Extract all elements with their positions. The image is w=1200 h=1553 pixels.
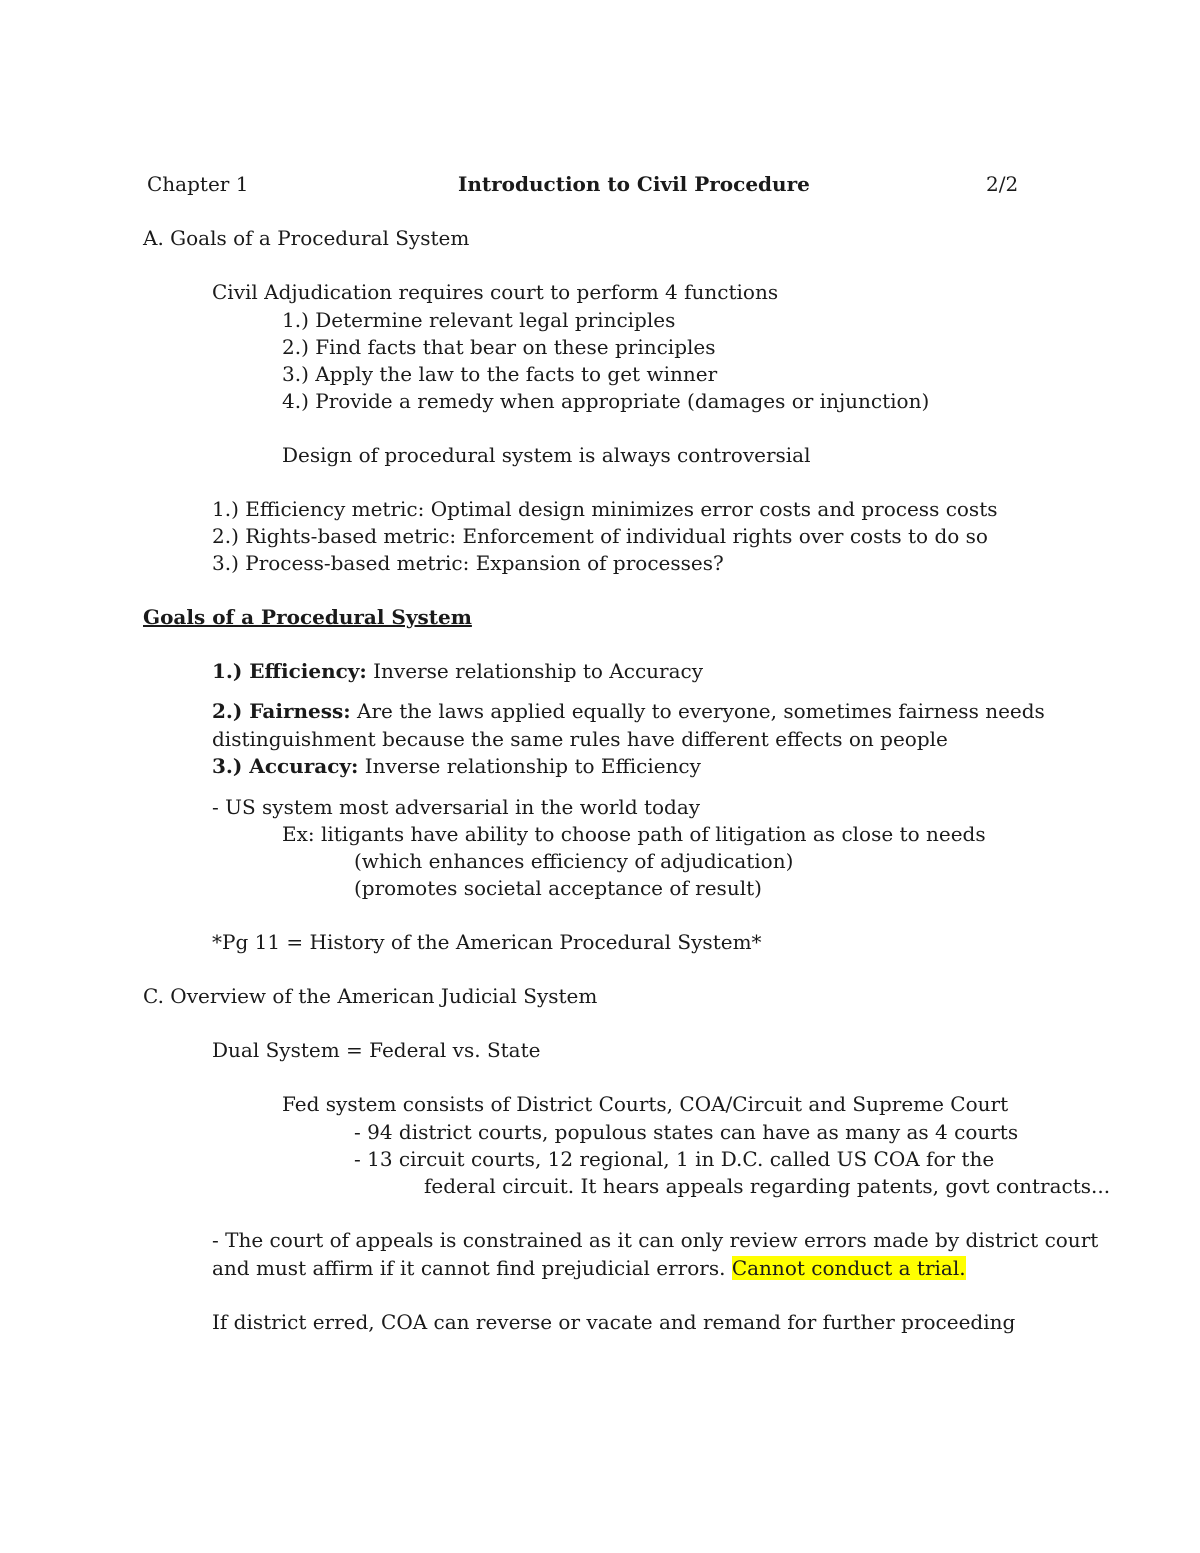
goal-label: 1.) Efficiency: bbox=[212, 659, 367, 683]
goal-text: Inverse relationship to Accuracy bbox=[366, 659, 704, 683]
coa-constraint-note: - The court of appeals is constrained as it can only review errors made by district court bbox=[212, 1228, 1099, 1252]
function-item: 3.) Apply the law to the facts to get winner bbox=[282, 362, 718, 386]
goal-text: Inverse relationship to Efficiency bbox=[358, 754, 701, 778]
design-note: Design of procedural system is always controversial bbox=[282, 443, 811, 467]
circuit-courts-note: - 13 circuit courts, 12 regional, 1 in D.C. called US COA for the bbox=[354, 1147, 995, 1171]
example-subnote: (promotes societal acceptance of result) bbox=[354, 876, 762, 900]
function-item: 2.) Find facts that bear on these principles bbox=[282, 335, 716, 359]
fed-system-note: Fed system consists of District Courts, COA/Circuit and Supreme Court bbox=[282, 1092, 1009, 1116]
section-a-heading: A. Goals of a Procedural System bbox=[143, 226, 470, 250]
example-subnote: (which enhances efficiency of adjudication) bbox=[354, 849, 794, 873]
section-c-heading: C. Overview of the American Judicial System bbox=[143, 984, 598, 1008]
chapter-label: Chapter 1 bbox=[147, 172, 249, 196]
goal-efficiency bbox=[212, 658, 703, 684]
goal-label: 2.) Fairness: bbox=[212, 699, 351, 723]
functions-intro: Civil Adjudication requires court to perform 4 functions bbox=[212, 280, 779, 304]
goal-fairness-cont: distinguishment because the same rules have different effects on people bbox=[212, 727, 948, 751]
example-note: Ex: litigants have ability to choose path of litigation as close to needs bbox=[282, 822, 986, 846]
coa-constraint-text: and must affirm if it cannot find prejudicial errors. bbox=[212, 1256, 732, 1280]
goals-heading: Goals of a Procedural System bbox=[143, 605, 472, 629]
goal-accuracy bbox=[212, 753, 701, 779]
highlighted-text: Cannot conduct a trial. bbox=[731, 1256, 966, 1280]
metric-item: 2.) Rights-based metric: Enforcement of individual rights over costs to do so bbox=[212, 524, 988, 548]
function-item: 1.) Determine relevant legal principles bbox=[282, 308, 676, 332]
goal-label: 3.) Accuracy: bbox=[212, 754, 359, 778]
dual-system-note: Dual System = Federal vs. State bbox=[212, 1038, 541, 1062]
circuit-courts-note-cont: federal circuit. It hears appeals regarding patents, govt contracts... bbox=[424, 1174, 1111, 1198]
metric-item: 1.) Efficiency metric: Optimal design minimizes error costs and process costs bbox=[212, 497, 998, 521]
district-erred-note: If district erred, COA can reverse or vacate and remand for further proceeding bbox=[212, 1310, 1016, 1334]
function-item: 4.) Provide a remedy when appropriate (damages or injunction) bbox=[282, 389, 930, 413]
coa-constraint-note-cont bbox=[212, 1255, 966, 1281]
page-title: Introduction to Civil Procedure bbox=[458, 172, 810, 196]
us-system-note: - US system most adversarial in the world today bbox=[212, 795, 701, 819]
history-note: *Pg 11 = History of the American Procedural System* bbox=[212, 930, 762, 954]
district-courts-note: - 94 district courts, populous states can have as many as 4 courts bbox=[354, 1120, 1019, 1144]
date-label: 2/2 bbox=[986, 172, 1019, 196]
goal-text: Are the laws applied equally to everyone, sometimes fairness needs bbox=[350, 699, 1045, 723]
metric-item: 3.) Process-based metric: Expansion of processes? bbox=[212, 551, 724, 575]
goal-fairness bbox=[212, 698, 1045, 724]
